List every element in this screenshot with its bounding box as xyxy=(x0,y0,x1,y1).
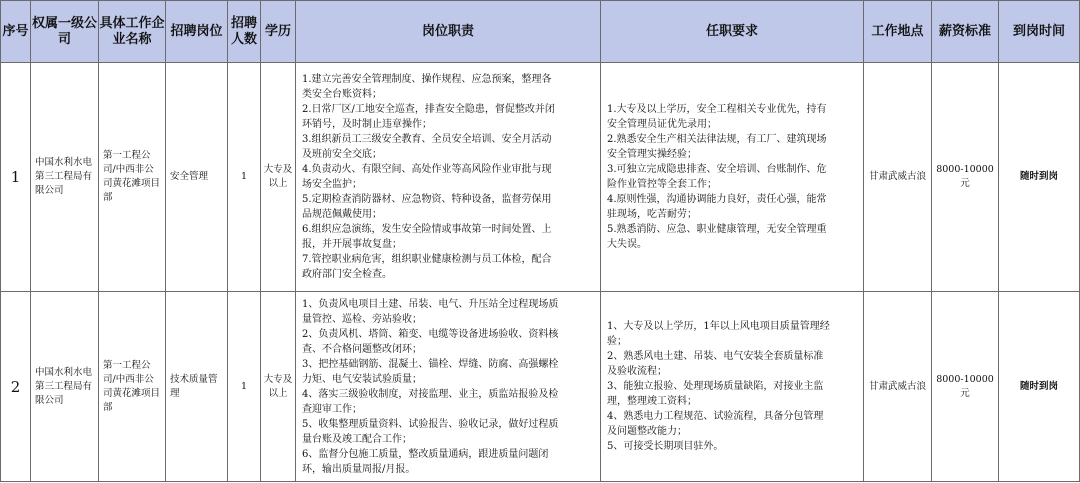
header-requirements: 任职要求 xyxy=(601,1,864,63)
text-line: 政府部门安全检查。 xyxy=(302,269,392,280)
text-line: 1、大专及以上学历，1年以上风电项目质量管理经 xyxy=(607,321,830,332)
text-line: 及班前安全交底； xyxy=(302,149,382,160)
text-line: 及验收流程； xyxy=(607,366,667,377)
text-line: 量台账及竣工配合工作； xyxy=(302,433,412,445)
cell-requirements xyxy=(601,63,864,292)
text-line: 大失误。 xyxy=(607,239,647,250)
text-line: 2.日常厂区/工地安全巡查，排查安全隐患，督促整改并闭 xyxy=(302,104,555,115)
text-line: 5、收集整理质量资料、试验报告、验收记录，做好过程质 xyxy=(302,418,559,430)
cell-duties xyxy=(296,292,601,482)
header-salary: 薪资标准 xyxy=(932,1,999,63)
text-line: 查、不合格问题整改闭环； xyxy=(302,343,422,355)
header-position: 招聘岗位 xyxy=(166,1,228,63)
requirements-list xyxy=(601,102,863,252)
header-location: 工作地点 xyxy=(864,1,932,63)
text-line: 查迎审工作； xyxy=(302,403,362,415)
cell-seq: 1 xyxy=(1,63,31,292)
text-line: 4.原则性强，沟通协调能力良好，责任心强，能常 xyxy=(607,194,827,205)
text-line: 7.管控职业病危害，组织职业健康检测与员工体检，配合 xyxy=(302,254,552,265)
cell-location: 甘肃武威古浪 xyxy=(864,292,932,482)
cell-enterprise: 第一工程公司/中西非公司黄花滩项目部 xyxy=(99,292,166,482)
cell-company: 中国水利水电第三工程局有限公司 xyxy=(31,63,99,292)
text-line: 1.建立完善安全管理制度、操作规程、应急预案，整理各 xyxy=(302,74,552,85)
cell-position: 安全管理 xyxy=(166,63,228,292)
text-line: 1、负责风电项目土建、吊装、电气、升压站全过程现场质 xyxy=(302,298,559,310)
text-line: 验； xyxy=(607,336,627,347)
header-duties: 岗位职责 xyxy=(296,1,601,63)
cell-enterprise: 第一工程公司/中西非公司黄花滩项目部 xyxy=(99,63,166,292)
cell-count: 1 xyxy=(228,292,261,482)
text-line: 类安全台账资料； xyxy=(302,89,382,100)
cell-seq: 2 xyxy=(1,292,31,482)
duties-list xyxy=(296,72,600,282)
header-arrival: 到岗时间 xyxy=(999,1,1080,63)
text-line: 及问题整改能力； xyxy=(607,426,687,437)
text-line: 安全管理实操经验； xyxy=(607,149,697,160)
text-line: 3、把控基础钢筋、混凝土、锚栓、焊缝、防腐、高强螺栓 xyxy=(302,358,559,370)
text-line: 报，并开展事故复盘； xyxy=(302,239,402,250)
requirements-list xyxy=(601,319,863,454)
text-line: 4、熟悉电力工程规范、试验流程，具备分包管理 xyxy=(607,411,824,422)
text-line: 3、能独立报验、处理现场质量缺陷，对接业主监 xyxy=(607,381,824,392)
cell-duties xyxy=(296,63,601,292)
text-line: 品规范佩戴使用； xyxy=(302,209,382,220)
cell-salary: 8000-10000元 xyxy=(932,292,999,482)
cell-arrival: 随时到岗 xyxy=(999,292,1080,482)
text-line: 驻现场，吃苦耐劳； xyxy=(607,209,697,220)
header-row xyxy=(1,1,1080,63)
text-line: 5.定期检查消防器材、应急物资、特种设备，监督劳保用 xyxy=(302,194,552,205)
cell-arrival: 随时到岗 xyxy=(999,63,1080,292)
table-row xyxy=(1,63,1080,292)
cell-requirements xyxy=(601,292,864,482)
cell-position: 技术质量管理 xyxy=(166,292,228,482)
cell-company: 中国水利水电第三工程局有限公司 xyxy=(31,292,99,482)
text-line: 力矩、电气安装试验质量； xyxy=(302,373,422,385)
text-line: 3.可独立完成隐患排查、安全培训、台账制作、危 xyxy=(607,164,827,175)
header-company: 权属一级公司 xyxy=(31,1,99,63)
table-row xyxy=(1,292,1080,482)
text-line: 2.熟悉安全生产相关法律法规，有工厂、建筑现场 xyxy=(607,134,827,145)
header-education: 学历 xyxy=(261,1,296,63)
cell-location: 甘肃武威古浪 xyxy=(864,63,932,292)
text-line: 安全管理员证优先录用； xyxy=(607,119,717,130)
text-line: 5、可接受长期项目驻外。 xyxy=(607,441,724,452)
cell-salary: 8000-10000元 xyxy=(932,63,999,292)
text-line: 3.组织新员工三级安全教育、全员安全培训、安全月活动 xyxy=(302,134,552,145)
text-line: 1.大专及以上学历，安全工程相关专业优先，持有 xyxy=(607,104,827,115)
header-enterprise: 具体工作企业名称 xyxy=(99,1,166,63)
text-line: 6.组织应急演练，发生安全险情或事故第一时间处置、上 xyxy=(302,224,552,235)
text-line: 2、负责风机、塔筒、箱变、电缆等设备进场验收、资料核 xyxy=(302,328,559,340)
duties-list xyxy=(296,297,600,477)
text-line: 4、落实三级验收制度，对接监理、业主，质监站报验及检 xyxy=(302,388,559,400)
text-line: 5.熟悉消防、应急、职业健康管理，无安全管理重 xyxy=(607,224,827,235)
header-seq: 序号 xyxy=(1,1,31,63)
text-line: 理，整理竣工资料； xyxy=(607,396,697,407)
cell-education: 大专及以上 xyxy=(261,63,296,292)
text-line: 环，输出质量周报/月报。 xyxy=(302,463,416,475)
text-line: 2、熟悉风电土建、吊装、电气安装全套质量标准 xyxy=(607,351,824,362)
header-count: 招聘人数 xyxy=(228,1,261,63)
cell-education: 大专及以上 xyxy=(261,292,296,482)
text-line: 场安全监护； xyxy=(302,179,362,190)
cell-count: 1 xyxy=(228,63,261,292)
text-line: 环销号，及时制止违章操作； xyxy=(302,119,432,130)
text-line: 险作业管控等全套工作； xyxy=(607,179,717,190)
text-line: 量管控、巡检、旁站验收； xyxy=(302,313,422,325)
text-line: 4.负责动火、有限空间、高处作业等高风险作业审批与现 xyxy=(302,164,552,175)
text-line: 6、监督分包施工质量，整改质量通病，跟进质量问题闭 xyxy=(302,448,549,460)
